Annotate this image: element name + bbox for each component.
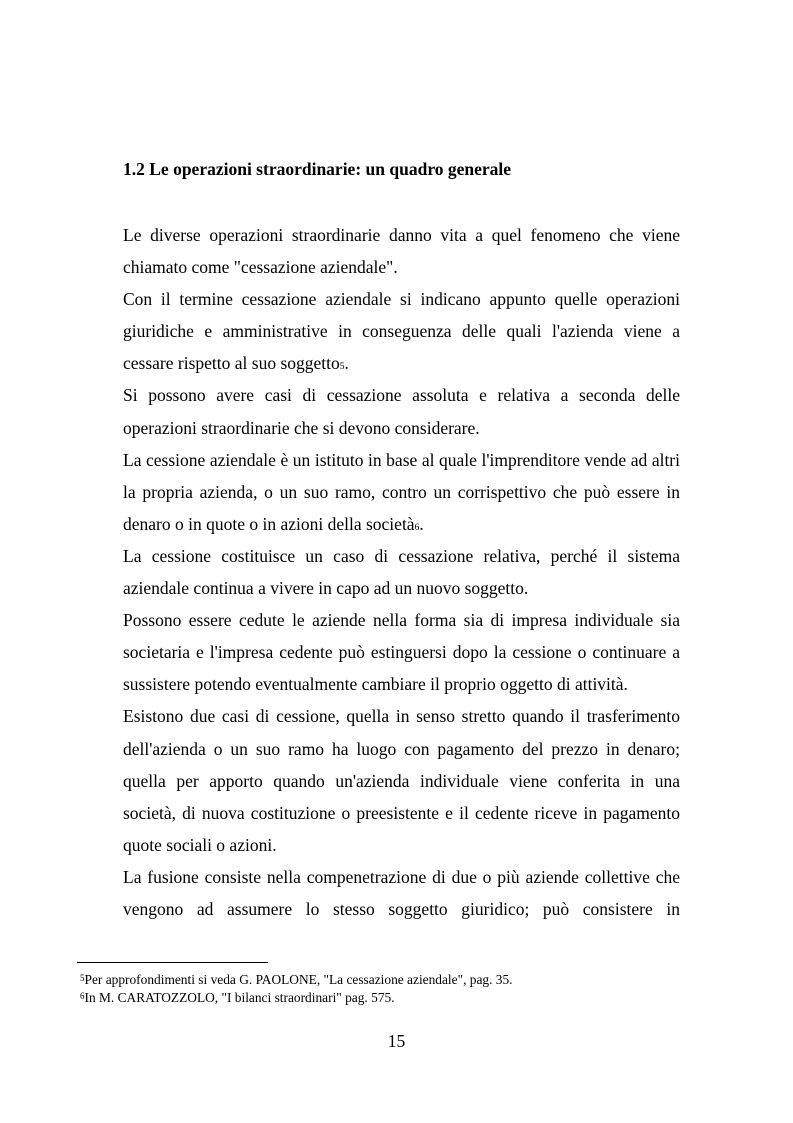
footnote-text: In M. CARATOZZOLO, "I bilanci straordinari" pag. 575. — [84, 989, 395, 1005]
paragraph-8 — [123, 861, 680, 925]
paragraph-6 — [123, 604, 680, 700]
footnote-number: 6 — [80, 990, 85, 1001]
page-number: 15 — [387, 1031, 406, 1051]
paragraph-text: Le diverse operazioni straordinarie danno vita a quel fenomeno che viene chiamato come "cessazione aziendale". — [123, 225, 680, 278]
paragraph-text-end: . — [419, 513, 424, 534]
paragraph-3 — [123, 379, 680, 443]
section-heading: 1.2 Le operazioni straordinarie: un quadro generale — [123, 159, 512, 179]
footnote-number: 5 — [80, 973, 85, 983]
paragraph-2 — [123, 283, 680, 379]
paragraph-text: Possono essere cedute le aziende nella forma sia di impresa individuale sia societaria e l'impresa cedente può estinguersi dopo la cessione o continuare a sussistere potendo eventualmente cambiare il proprio oggetto di attività. — [123, 610, 680, 695]
paragraph-4 — [123, 444, 680, 540]
paragraph-1 — [123, 219, 680, 283]
paragraph-text-end: . — [344, 353, 349, 374]
paragraph-text: Esistono due casi di cessione, quella in senso stretto quando il trasferimento dell'azienda o un suo ramo ha luogo con pagamento del prezzo in denaro; quella per apporto quando un'azienda individuale viene conferita in una società, di nuova costituzione o preesistente e il cedente riceve in pagamento quote sociali o azioni. — [123, 706, 680, 855]
paragraph-text: La fusione consiste nella compenetrazione di due o più aziende collettive che vengono ad assumere lo stesso soggetto giuridico; può consistere in — [123, 866, 680, 919]
paragraph-7 — [123, 700, 680, 860]
paragraph-text: La cessione aziendale è un istituto in base al quale l'imprenditore vende ad altri la propria azienda, o un suo ramo, contro un corrispettivo che può essere in denaro o in quote o in azioni della società — [123, 449, 680, 534]
paragraph-text: Si possono avere casi di cessazione assoluta e relativa a seconda delle operazioni straordinarie che si devono considerare. — [123, 385, 680, 438]
paragraph-text: Con il termine cessazione aziendale si indicano appunto quelle operazioni giuridiche e amministrative in conseguenza delle quali l'azienda viene a cessare rispetto al suo soggetto — [123, 289, 680, 374]
footnote-ref-6[interactable]: 6 — [414, 522, 420, 533]
footnote-6 — [80, 989, 513, 1007]
paragraph-5 — [123, 540, 680, 604]
paragraph-text: La cessione costituisce un caso di cessazione relativa, perché il sistema aziendale continua a vivere in capo ad un nuovo soggetto. — [123, 545, 680, 599]
footnote-ref-5[interactable]: 5 — [339, 362, 345, 373]
footnote-text: Per approfondimenti si veda G. PAOLONE, "La cessazione aziendale", pag. 35. — [84, 972, 513, 987]
footnotes — [80, 971, 513, 1006]
footnote-divider — [77, 962, 268, 963]
footnote-5 — [80, 971, 513, 989]
body-text — [123, 219, 680, 925]
